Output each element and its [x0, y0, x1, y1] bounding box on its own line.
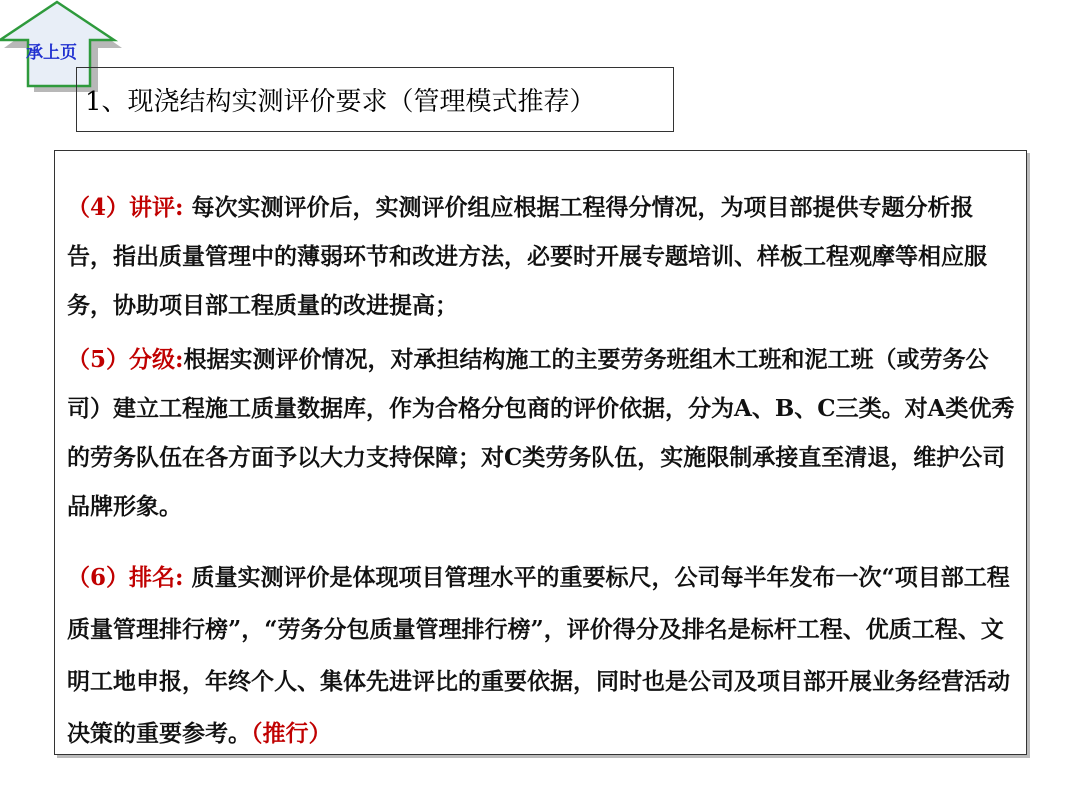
content-box [54, 150, 1027, 755]
section-ranking-tag: （推行） [251, 720, 332, 747]
prev-page-label: 承上页 [26, 43, 77, 63]
section-grading [67, 335, 1017, 531]
section-review-lead: （4）讲评: [67, 194, 184, 221]
section-ranking [67, 552, 1017, 760]
section-review-body: 每次实测评价后，实测评价组应根据工程得分情况，为项目部提供专题分析报告，指出质量管理中的薄弱环节和改进方法，必要时开展专题培训、样板工程观摩等相应服务，协助项目部工程质量的改进提高； [67, 194, 987, 319]
section-grading-lead: （5）分级: [67, 346, 184, 373]
section-ranking-body: 质量实测评价是体现项目管理水平的重要标尺，公司每半年发布一次“项目部工程质量管理排行榜”，“劳务分包质量管理排行榜”，评价得分及排名是标杆工程、优质工程、文明工地申报，年终个人、集体先进评比的重要依据，同时也是公司及项目部开展业务经营活动决策的重要参考。 [67, 564, 1010, 747]
section-ranking-lead: （6）排名: [67, 564, 184, 591]
page-title: 1、现浇结构实测评价要求（管理模式推荐） [85, 87, 596, 117]
section-grading-body: 根据实测评价情况，对承担结构施工的主要劳务班组木工班和泥工班（或劳务公司）建立工程施工质量数据库，作为合格分包商的评价依据，分为A、B、C三类。对A类优秀的劳务队伍在各方面予以大力支持保障；对C类劳务队伍，实施限制承接直至清退，维护公司品牌形象。 [67, 346, 1015, 520]
section-review [67, 183, 1017, 330]
title-box [76, 67, 674, 132]
